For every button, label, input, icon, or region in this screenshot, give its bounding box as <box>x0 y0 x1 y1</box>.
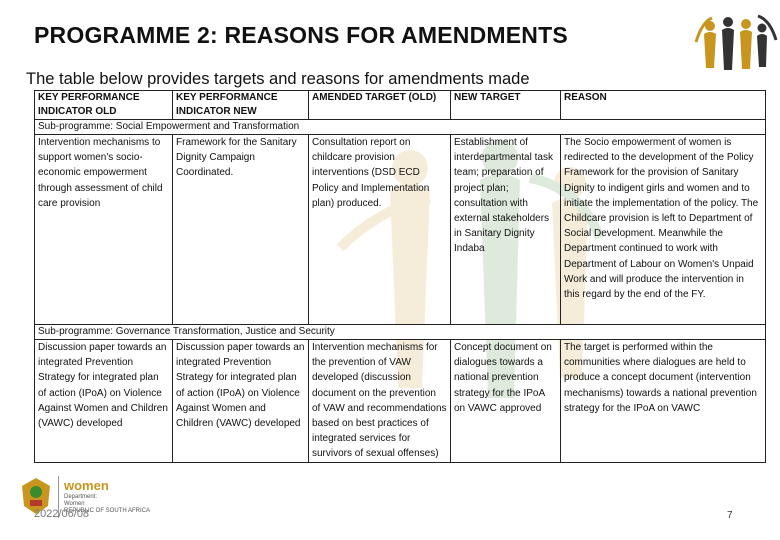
footer-date: 2022/06/08 <box>34 508 90 520</box>
table-row <box>35 340 766 463</box>
header-amended-target: AMENDED TARGET (OLD) <box>309 91 451 120</box>
table-header-row <box>35 91 766 120</box>
slide-title: PROGRAMME 2: REASONS FOR AMENDMENTS <box>34 22 568 48</box>
amendments-table <box>34 90 766 463</box>
cell-reason: The Socio empowerment of women is redirected to the development of the Policy Framework for the provision of Sanitary Dignity to indigent girls and women and to initiate the implementation of the policy. The Childcare provision is left to Department of Social Development. Meanwhile the Department continued to work with Department of Labour on Women's Unpaid Work and will produce the intervention in this regard by the end of the FY. <box>561 135 766 325</box>
section-label: Sub-programme: Social Empowerment and Transformation <box>35 120 766 135</box>
section-label: Sub-programme: Governance Transformation, Justice and Security <box>35 325 766 340</box>
cell-kpi-new: Discussion paper towards an integrated Prevention Strategy for integrated plan of action (IPoA) on Violence Against Women and Children (VAWC) developed <box>173 340 309 463</box>
page-number: 7 <box>727 510 733 521</box>
cell-kpi-old: Discussion paper towards an integrated Prevention Strategy for integrated plan of action (IPoA) on Violence Against Women and Children (VAWC) developed <box>35 340 173 463</box>
table-row <box>35 135 766 325</box>
section-row <box>35 120 766 135</box>
footer-brand: women <box>64 478 109 493</box>
women-figures-logo-icon <box>692 12 778 72</box>
cell-new-target: Establishment of interdepartmental task team; preparation of project plan; consultation with external stakeholders in Sanitary Dignity Indaba <box>451 135 561 325</box>
header-new-target: NEW TARGET <box>451 91 561 120</box>
header-kpi-old: KEY PERFORMANCE INDICATOR OLD <box>35 91 173 120</box>
footer-country: REPUBLIC OF SOUTH AFRICA <box>64 508 151 514</box>
footer-dept-label: Department: <box>64 494 98 500</box>
footer-dept-name: Women <box>64 501 85 507</box>
section-row <box>35 325 766 340</box>
cell-amended-target: Consultation report on childcare provision interventions (DSD ECD Policy and Implementation plan) produced. <box>309 135 451 325</box>
cell-kpi-old: Intervention mechanisms to support women's socio-economic empowerment through assessment of child care provision <box>35 135 173 325</box>
cell-amended-target: Intervention mechanisms for the prevention of VAW developed (discussion document on the prevention of VAW and recommendations based on best practices of integrated services for survivors of sexual offenses) <box>309 340 451 463</box>
cell-kpi-new: Framework for the Sanitary Dignity Campaign Coordinated. <box>173 135 309 325</box>
slide-subtitle: The table below provides targets and reasons for amendments made <box>26 70 530 88</box>
header-reason: REASON <box>561 91 766 120</box>
cell-reason: The target is performed within the communities where dialogues are held to produce a concept document (intervention mechanisms) towards a national prevention strategy for the IPoA on VAWC <box>561 340 766 463</box>
header-kpi-new: KEY PERFORMANCE INDICATOR NEW <box>173 91 309 120</box>
cell-new-target: Concept document on dialogues towards a national prevention strategy for the IPoA on VAWC approved <box>451 340 561 463</box>
